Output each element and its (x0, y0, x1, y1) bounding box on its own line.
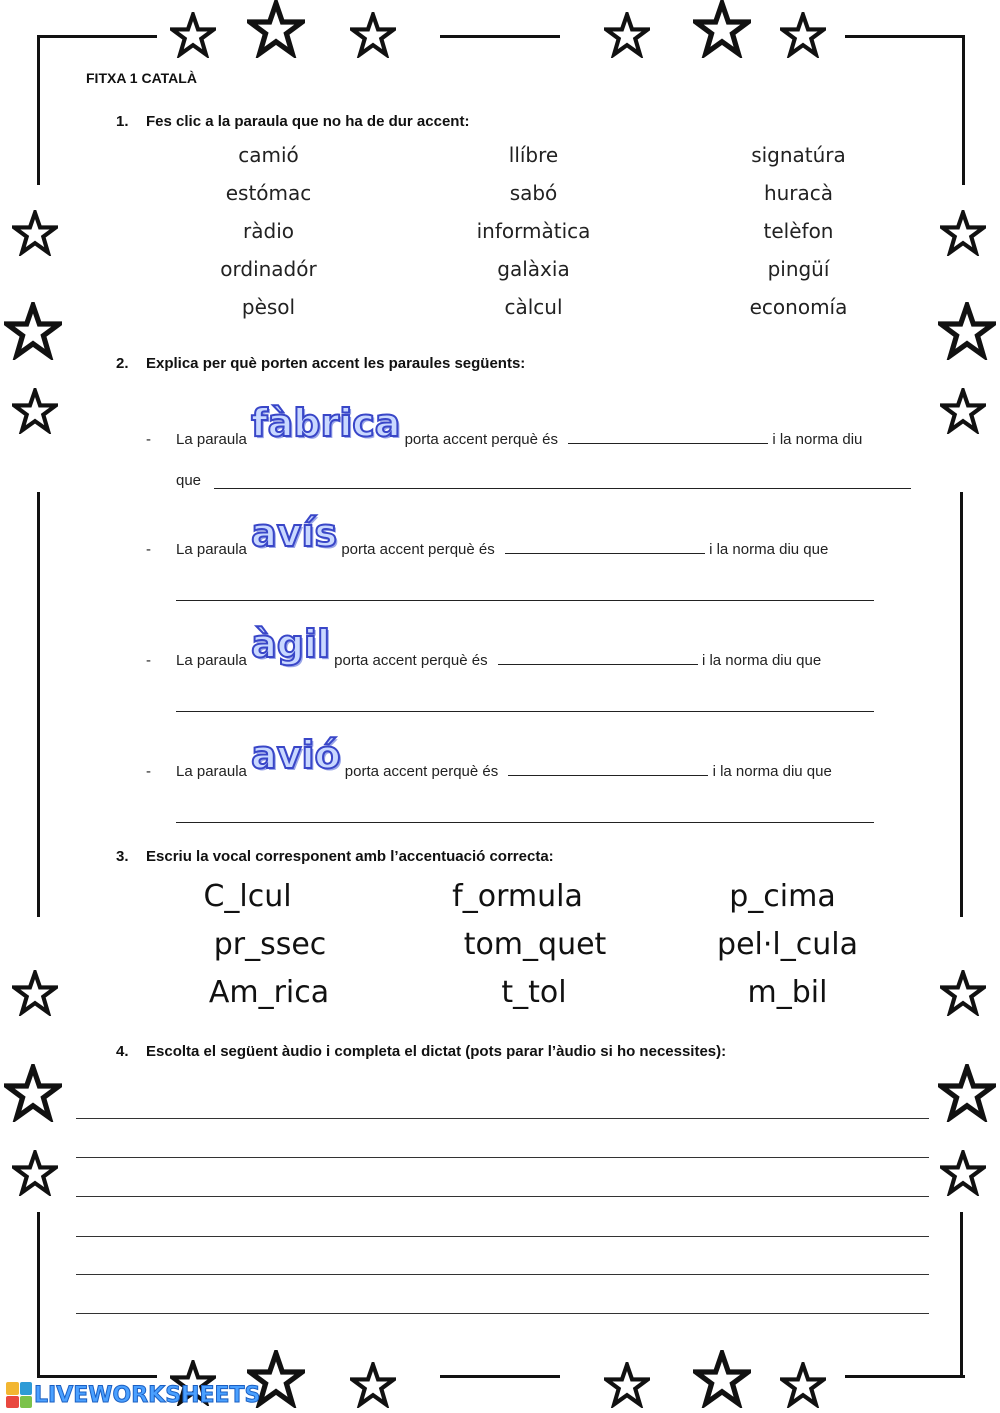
word-option[interactable]: ordinadór (220, 257, 317, 281)
list-dash: - (146, 431, 151, 448)
question-text: Fes clic a la paraula que no ha de dur accent: (146, 113, 470, 130)
star-icon (938, 302, 996, 360)
question-text: Explica per què porten accent les paraules següents: (146, 355, 526, 372)
star-icon (940, 388, 986, 434)
logo-square (20, 1382, 33, 1395)
page-title: FITXA 1 CATALÀ (86, 70, 197, 86)
question-number: 3. (116, 848, 129, 865)
fill-word[interactable]: C_lcul (203, 878, 292, 914)
answer-blank[interactable] (568, 429, 768, 444)
question-1-heading (116, 113, 469, 130)
middle-text: porta accent perquè és (341, 541, 495, 558)
star-icon (4, 1064, 62, 1122)
target-word: avió (251, 733, 341, 777)
fill-word[interactable]: p_cima (729, 878, 836, 914)
word-option[interactable]: economía (749, 295, 848, 319)
frame-top-middle-line (440, 35, 560, 38)
star-icon (350, 1362, 396, 1408)
question-number: 1. (116, 113, 129, 130)
question-2-heading (116, 355, 525, 372)
word-row (136, 288, 936, 326)
word-row (136, 136, 936, 174)
logo-square (20, 1396, 33, 1409)
middle-text: porta accent perquè és (334, 652, 488, 669)
dictation-line[interactable] (76, 1157, 929, 1158)
question-3-heading (116, 848, 554, 865)
word-option[interactable]: signatúra (751, 143, 846, 167)
star-icon (604, 12, 650, 58)
star-icon (604, 1362, 650, 1408)
star-icon (170, 12, 216, 58)
answer-line[interactable] (176, 822, 874, 823)
word-option[interactable]: galàxia (497, 257, 570, 281)
question-text: Escriu la vocal corresponent amb l’accentuació correcta: (146, 848, 554, 865)
logo-square (6, 1396, 19, 1409)
frame-left-middle-line (37, 492, 40, 917)
fill-word[interactable]: tom_quet (463, 926, 607, 962)
word-option[interactable]: estómac (225, 181, 312, 205)
explanation-item (146, 511, 829, 558)
word-option[interactable]: camió (238, 143, 299, 167)
frame-bottom-left-line (37, 1375, 157, 1378)
frame-left-top-line (37, 35, 40, 185)
question-number: 4. (116, 1043, 129, 1060)
star-icon (693, 0, 751, 58)
fill-word[interactable]: f_ormula (452, 878, 583, 914)
question-4-heading (116, 1043, 726, 1060)
prefix-text: La paraula (176, 763, 247, 780)
answer-line[interactable] (176, 600, 874, 601)
fill-row (130, 872, 940, 920)
brand-name: LIVEWORKSHEETS (34, 1382, 261, 1408)
question-number: 2. (116, 355, 129, 372)
fill-word[interactable]: pel·l_cula (717, 926, 858, 962)
star-icon (940, 1150, 986, 1196)
dictation-line[interactable] (76, 1236, 929, 1237)
star-icon (780, 1362, 826, 1408)
suffix-text: i la norma diu (772, 431, 863, 448)
explanation-item (146, 622, 822, 669)
q3-fill-grid (130, 872, 940, 1016)
star-icon (12, 388, 58, 434)
word-option[interactable]: sabó (509, 181, 558, 205)
word-row (136, 212, 936, 250)
star-icon (938, 1064, 996, 1122)
frame-right-top-line (962, 35, 965, 185)
word-option[interactable]: informàtica (476, 219, 591, 243)
star-icon (940, 970, 986, 1016)
word-row (136, 250, 936, 288)
star-icon (247, 0, 305, 58)
star-icon (940, 210, 986, 256)
star-icon (4, 302, 62, 360)
word-option[interactable]: càlcul (504, 295, 563, 319)
star-icon (780, 12, 826, 58)
frame-left-bottom-line (37, 1212, 40, 1377)
frame-top-right-line (845, 35, 965, 38)
star-icon (693, 1350, 751, 1408)
fill-word[interactable]: Am_rica (208, 974, 330, 1010)
word-option[interactable]: ràdio (243, 219, 294, 243)
answer-blank[interactable] (505, 539, 705, 554)
answer-line[interactable] (176, 711, 874, 712)
explanation-item (146, 733, 832, 780)
dictation-line[interactable] (76, 1274, 929, 1275)
fill-word[interactable]: pr_ssec (213, 926, 327, 962)
frame-top-left-line (37, 35, 157, 38)
explanation-item (146, 401, 863, 448)
question-text: Escolta el següent àudio i completa el dictat (pots parar l’àudio si ho necessites): (146, 1043, 727, 1060)
word-option[interactable]: pingüí (767, 257, 830, 281)
word-row (136, 174, 936, 212)
answer-line[interactable] (214, 488, 911, 489)
target-word: fàbrica (251, 401, 401, 445)
continuation-text: que (176, 472, 202, 489)
word-option[interactable]: huracà (763, 181, 834, 205)
answer-blank[interactable] (508, 761, 708, 776)
dictation-line[interactable] (76, 1118, 929, 1119)
frame-bottom-middle-line (440, 1375, 560, 1378)
suffix-text: i la norma diu que (701, 652, 822, 669)
liveworksheets-logo-icon (6, 1382, 32, 1408)
star-icon (12, 1150, 58, 1196)
list-dash: - (146, 763, 151, 780)
frame-bottom-right-line (845, 1375, 965, 1378)
middle-text: porta accent perquè és (344, 763, 499, 780)
fill-word[interactable]: t_tol (501, 974, 567, 1010)
liveworksheets-brand[interactable] (6, 1382, 260, 1408)
frame-right-middle-line (960, 492, 963, 917)
fill-word[interactable]: m_bil (747, 974, 828, 1010)
middle-text: porta accent perquè és (404, 431, 558, 448)
fill-row (130, 968, 940, 1016)
frame-right-bottom-line (960, 1212, 963, 1377)
star-icon (12, 210, 58, 256)
target-word: àgil (251, 622, 330, 666)
dictation-line[interactable] (76, 1313, 929, 1314)
fill-row (130, 920, 940, 968)
dictation-line[interactable] (76, 1196, 929, 1197)
word-option[interactable]: telèfon (763, 219, 834, 243)
word-option[interactable]: llíbre (508, 143, 559, 167)
suffix-text: i la norma diu que (709, 541, 829, 558)
suffix-text: i la norma diu que (712, 763, 832, 780)
prefix-text: La paraula (176, 652, 247, 669)
target-word: avís (251, 511, 338, 555)
list-dash: - (146, 652, 151, 669)
list-dash: - (146, 541, 151, 558)
q1-word-grid (136, 136, 936, 326)
star-icon (350, 12, 396, 58)
star-icon (12, 970, 58, 1016)
answer-blank[interactable] (498, 650, 698, 665)
explanation-continuation (176, 472, 201, 489)
word-option[interactable]: pèsol (241, 295, 296, 319)
prefix-text: La paraula (176, 431, 247, 448)
logo-square (6, 1382, 19, 1395)
prefix-text: La paraula (176, 541, 247, 558)
